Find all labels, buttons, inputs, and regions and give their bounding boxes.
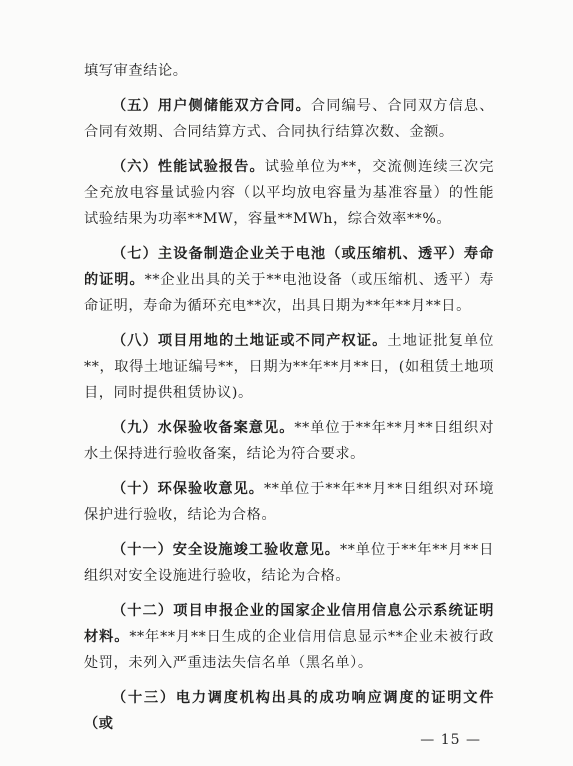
item-11-text: **单位于**年**月**日组织对安全设施进行验收，结论为合格。 — [84, 542, 494, 584]
item-9-text: **单位于**年**月**日组织对水土保持进行验收备案，结论为符合要求。 — [84, 420, 494, 462]
item-10-heading: （十）环保验收意见。 — [112, 481, 264, 497]
page-number: — 15 — — [420, 732, 481, 748]
item-6-text: 试验单位为**，交流侧连续三次完全充放电容量试验内容（以平均放电容量为基准容量）的性能试验结果为功率**MW，容量**MWh，综合效率**%。 — [84, 159, 494, 227]
item-11-heading: （十一）安全设施竣工验收意见。 — [112, 542, 340, 558]
item-7-paragraph — [84, 241, 494, 319]
continuation-paragraph: 填写审查结论。 — [84, 63, 188, 79]
document-body — [84, 58, 494, 737]
item-8-text: 土地证批复单位**，取得土地证编号**，日期为**年**月**日，(如租赁土地项目，同时提供租赁协议)。 — [84, 333, 494, 401]
item-11-paragraph — [84, 537, 494, 589]
item-13-heading: （十三）电力调度机构出具的成功响应调度的证明文件（或 — [84, 690, 494, 732]
item-10-paragraph — [84, 476, 494, 528]
item-5-text: 合同编号、合同双方信息、合同有效期、合同结算方式、合同执行结算次数、金额。 — [84, 98, 494, 140]
item-13-paragraph — [84, 685, 494, 737]
item-5-heading: （五）用户侧储能双方合同。 — [112, 98, 311, 114]
item-9-heading: （九）水保验收备案意见。 — [112, 420, 295, 436]
item-10-text: **单位于**年**月**日组织对环境保护进行验收，结论为合格。 — [84, 481, 494, 523]
item-6-heading: （六）性能试验报告。 — [112, 159, 265, 175]
item-5-paragraph — [84, 93, 494, 145]
item-6-paragraph — [84, 154, 494, 232]
item-12-paragraph — [84, 598, 494, 676]
item-8-heading: （八）项目用地的土地证或不同产权证。 — [112, 333, 388, 349]
item-12-text: **年**月**日生成的企业信用信息显示**企业未被行政处罚，未列入严重违法失信名单（黑名单）。 — [84, 629, 494, 671]
item-7-heading: （七）主设备制造企业关于电池（或压缩机、透平）寿命的证明。 — [84, 246, 494, 288]
item-9-paragraph — [84, 415, 494, 467]
item-12-heading: （十二）项目申报企业的国家企业信用信息公示系统证明材料。 — [84, 603, 494, 645]
item-7-text: **企业出具的关于**电池设备（或压缩机、透平）寿命证明，寿命为循环充电**次，出具日期为**年**月**日。 — [84, 272, 494, 314]
item-8-paragraph — [84, 328, 494, 406]
